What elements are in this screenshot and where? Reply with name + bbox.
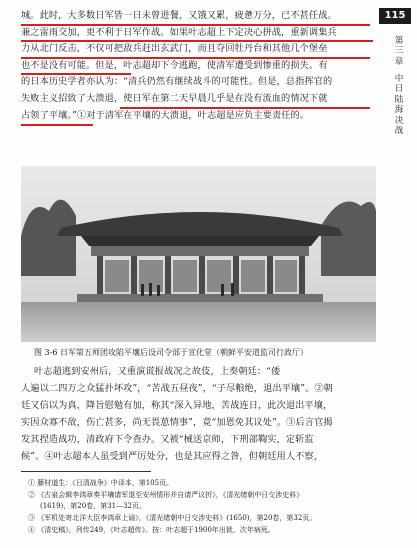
red-underline (21, 73, 131, 75)
footnote: ① 藤村道生：《日清战争》中译本，第105页。 (28, 479, 174, 487)
footnote-divider (21, 471, 151, 472)
chapter-label: 第三章 (394, 36, 404, 67)
upper-text-line: 城。此时，大多数日军皆一日未曾进餐，又饿又累，疲惫万分，已不甚任战。 (21, 10, 337, 21)
hall-photo-illustration (21, 166, 376, 342)
figure-caption: 图 3-6 日军第五师团攻陷平壤后设司令部于宣化堂（朝鲜平安道监司行政厅） (34, 348, 308, 357)
lower-text-line: 候”。④叶志超本人虽受到严厉处分，也是其应得之咎，但朝廷用人不察， (21, 451, 323, 462)
red-underline (21, 24, 370, 26)
upper-text-line: 的日本历史学者亦认为：“清兵仍然有继续战斗的可能性。但是，总指挥官的 (21, 76, 333, 87)
upper-text-line: 也不是没有可能。但是，叶志超却下令逃跑，使清军遭受到惨重的损失。有 (21, 60, 328, 71)
lower-text-line: 叶志超逃到安州后，又重演谎报战况之故伎，上奏朝廷：“倭 (34, 366, 281, 377)
upper-text-line: 力从北门反击，不仅可把敌兵赶出玄武门，而且夺回牡丹台和其他几个堡垒 (21, 43, 328, 54)
upper-text-line: 兼之雷雨交加，更不利于日军作战。如果叶志超上下定决心拼战，重新调集兵 (21, 27, 337, 38)
red-underline (21, 57, 370, 59)
page-number: 115 (379, 8, 411, 24)
upper-text-line: 失败主义招致了大溃退，使日军在第二天早晨几乎是在没有流血的情况下就 (21, 93, 328, 104)
red-underline (21, 124, 93, 126)
lower-text-line: 实因众寡不敌，伤亡甚多，尚无畏葸情事”，竟“加恩免其议处”。③后言官揭 (21, 417, 333, 428)
historical-photo (21, 166, 376, 342)
red-underline (120, 107, 370, 109)
red-underline (21, 40, 373, 42)
upper-text-line: 占领了平壤。”①对于清军在平壤的大溃退，叶志超是应负主要责任的。 (21, 110, 310, 121)
chapter-title: 中日陆海决战 (394, 74, 404, 137)
footnote: ② 《古泉会辑李鸿章奏平壤请军退至安州情形并自请严议折》，《清光绪朝中日交涉史料》 (28, 491, 304, 499)
lower-text-line: 人遍以二四万之众猛扑坏攻”，“苦战五昼夜”，“子尽粮绝，退出平壤”。②朝 (21, 383, 333, 394)
footnote: ③ 《军机处寄北洋大臣李鸿章上谕》，《清光绪朝中日交涉史料》(1650)，第20卷，第32页。 (28, 514, 317, 522)
footnote: (1619)，第20卷，第31—32页。 (40, 502, 146, 510)
footnote: ④ 《清史稿》，列传249，《叶志超传》。按：叶志超于1900年出狱，次年病死。 (28, 526, 275, 534)
lower-text-line: 廷又信以为真，降旨慰勉有加，称其“深入异地，苦战连日，此次退出平壤， (21, 400, 333, 411)
lower-text-line: 发其捏造战功，清政府下令查办。又被“械送京师，下刑部鞫实，定斩监 (21, 434, 314, 445)
